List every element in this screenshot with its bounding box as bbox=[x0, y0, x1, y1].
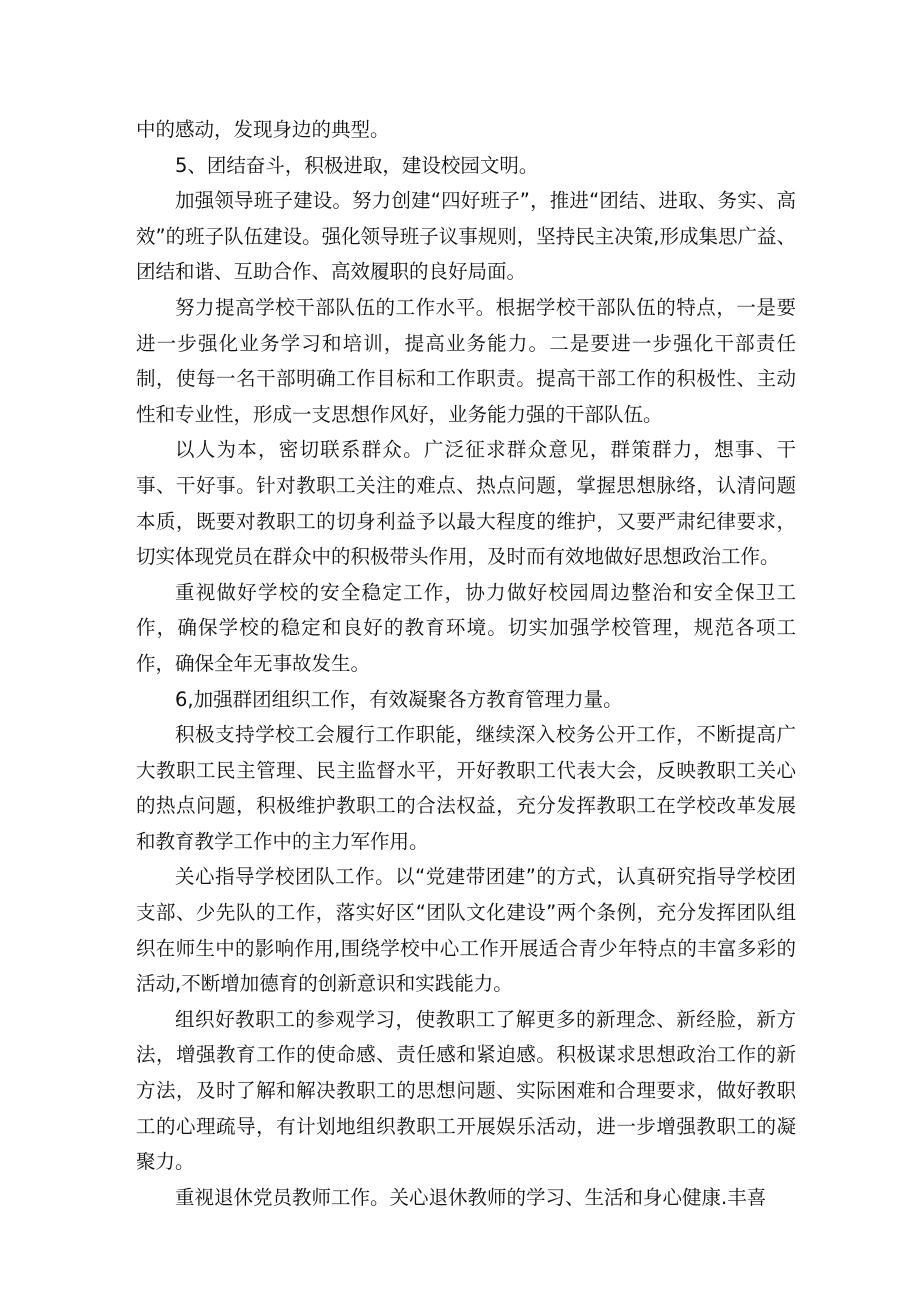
section-heading-6: 6,加强群团组织工作，有效凝聚各方教育管理力量。 bbox=[175, 687, 623, 711]
paragraph-study: 组织好教职工的参观学习，使教职工了解更多的新理念、新经脸，新方法，增强教育工作的使命感、责任感和紧迫感。积极谋求思想政治工作的新方法，及时了解和解决教职工的思想问题、实际困难和合理要求，做好教职工的心理疏导，有计划地组织教职工开展娱乐活动，进一步增强教职工的凝聚力。 bbox=[136, 1007, 796, 1174]
paragraph-leadership: 加强领导班子建设。努力创建“四好班子”，推进“团结、进取、务实、高效”的班子队伍建设。强化领导班子议事规则，坚持民主决策,形成集思广益、团结和谐、互助合作、高效履职的良好局面。 bbox=[136, 189, 796, 284]
document-body bbox=[136, 112, 796, 1215]
paragraph-safety: 重视做好学校的安全稳定工作，协力做好校园周边整治和安全保卫工作，确保学校的稳定和良好的教育环境。切实加强学校管理，规范各项工作，确保全年无事故发生。 bbox=[136, 580, 796, 675]
paragraph-retired: 重视退休党员教师工作。关心退休教师的学习、生活和身心健康.丰喜 bbox=[175, 1185, 767, 1209]
paragraph-continuation: 中的感动，发现身边的典型。 bbox=[136, 118, 390, 141]
paragraph-cadre: 努力提高学校干部队伍的工作水平。根据学校干部队伍的特点，一是要进一步强化业务学习和培训，提高业务能力。二是要进一步强化干部责任制，使每一名干部明确工作目标和工作职责。提高干部工作的积极性、主动性和专业性，形成一支思想作风好，业务能力强的干部队伍。 bbox=[136, 295, 796, 426]
section-heading-5: 5、团结奋斗，积极进取，建设校园文明。 bbox=[175, 153, 539, 177]
paragraph-people: 以人为本，密切联系群众。广泛征求群众意见，群策群力，想事、干事、干好事。针对教职工关注的难点、热点问题，掌握思想脉络，认清问题本质，既要对教职工的切身利益予以最大程度的维护，又要严肃纪律要求，切实体现党员在群众中的积极带头作用，及时而有效地做好思想政治工作。 bbox=[136, 438, 796, 569]
paragraph-youth: 关心指导学校团队工作。以“党建带团建”的方式，认真研究指导学校团支部、少先队的工作，落实好区“团队文化建设”两个条例，充分发挥团队组织在师生中的影响作用,围绕学校中心工作开展适合青少年特点的丰富多彩的活动,不断增加德育的创新意识和实践能力。 bbox=[136, 865, 796, 996]
paragraph-union: 积极支持学校工会履行工作职能，继续深入校务公开工作，不断提高广大教职工民主管理、民主监督水平，开好教职工代表大会，反映教职工关心的热点问题，积极维护教职工的合法权益，充分发挥教职工在学校改革发展和教育教学工作中的主力军作用。 bbox=[136, 723, 796, 853]
